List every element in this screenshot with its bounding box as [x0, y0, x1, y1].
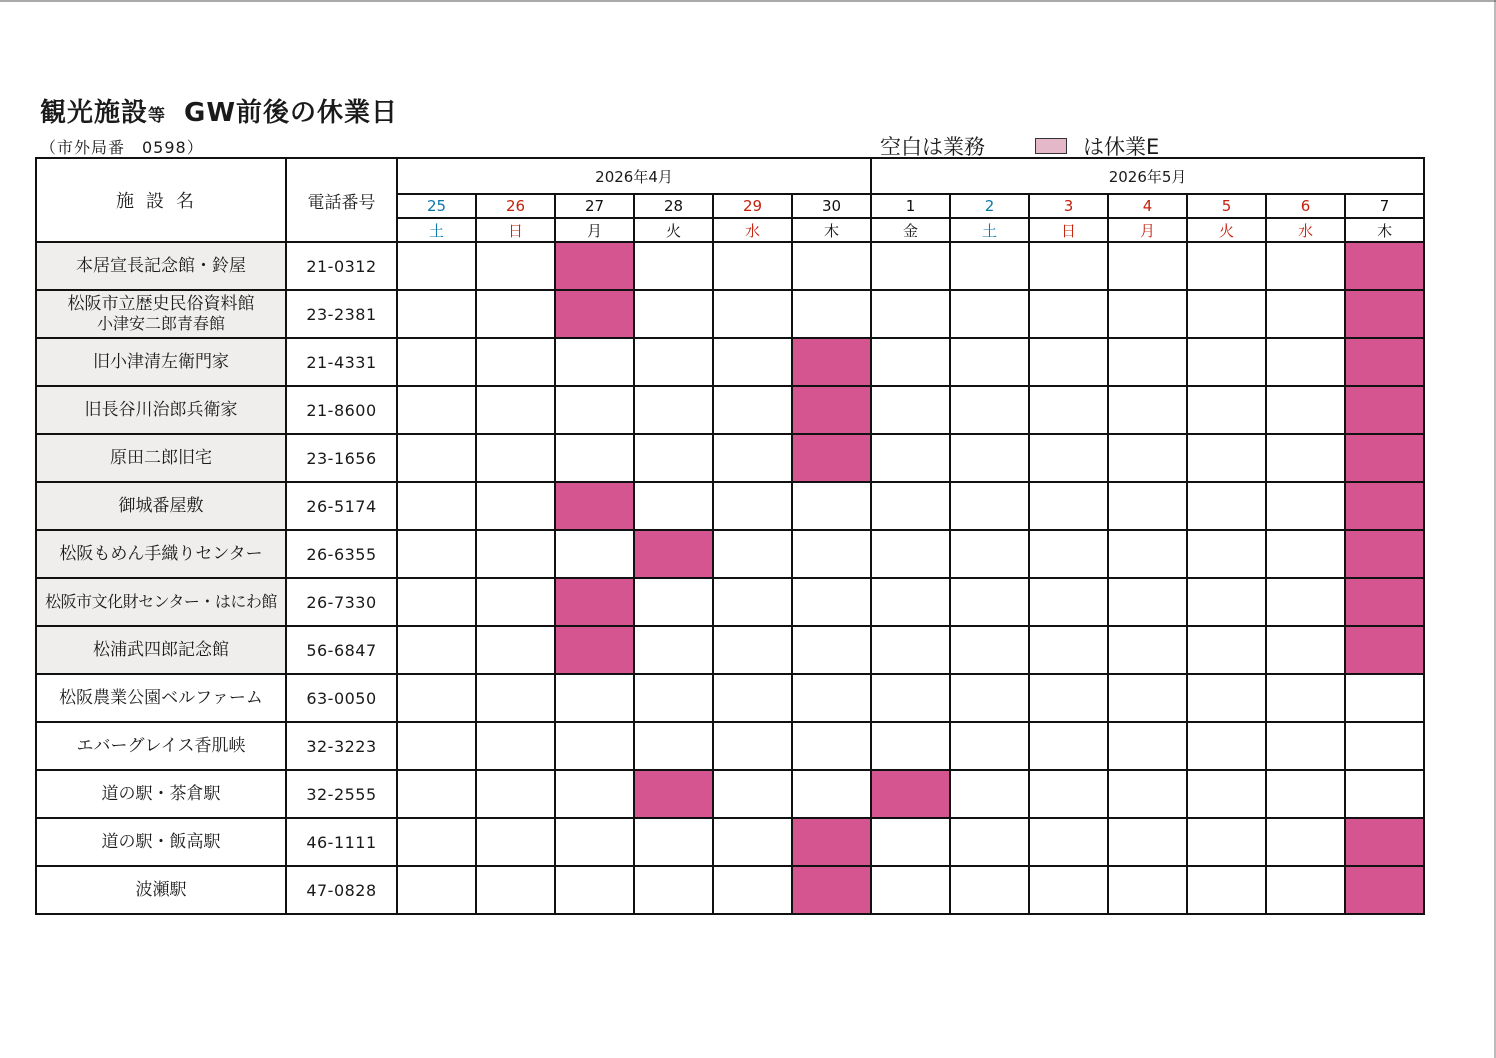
table-row — [36, 434, 1424, 482]
open-day-cell — [792, 530, 871, 578]
open-day-cell — [634, 866, 713, 914]
open-day-cell — [792, 290, 871, 338]
closure-schedule-table — [35, 157, 1425, 915]
facility-name-line: 御城番屋敷 — [118, 496, 204, 516]
open-day-cell — [1108, 674, 1187, 722]
open-day-cell — [476, 434, 555, 482]
facility-name-line: 松阪もめん手織りセンター — [59, 544, 263, 564]
open-day-cell — [634, 290, 713, 338]
open-day-cell — [1187, 434, 1266, 482]
facility-name — [36, 482, 286, 530]
open-day-cell — [713, 770, 792, 818]
day-number: 25 — [397, 194, 476, 218]
open-day-cell — [871, 866, 950, 914]
table-row — [36, 818, 1424, 866]
open-day-cell — [476, 242, 555, 290]
open-day-cell — [792, 674, 871, 722]
day-weekday: 土 — [397, 218, 476, 242]
title-gw: GW前後の休業日 — [184, 98, 399, 128]
open-day-cell — [1266, 722, 1345, 770]
facility-phone: 32-3223 — [286, 722, 397, 770]
open-day-cell — [950, 242, 1029, 290]
open-day-cell — [634, 722, 713, 770]
closed-day-cell — [555, 242, 634, 290]
legend-closed-text: は休業E — [1083, 135, 1160, 159]
open-day-cell — [1108, 722, 1187, 770]
closed-day-cell — [1345, 434, 1424, 482]
day-number: 26 — [476, 194, 555, 218]
open-day-cell — [1187, 290, 1266, 338]
open-day-cell — [397, 242, 476, 290]
facility-name-line: 波瀬駅 — [135, 880, 187, 900]
closed-day-cell — [1345, 290, 1424, 338]
open-day-cell — [950, 722, 1029, 770]
closed-day-cell — [792, 434, 871, 482]
facility-name-line: 旧長谷川治郎兵衛家 — [84, 400, 238, 420]
open-day-cell — [1187, 866, 1266, 914]
open-day-cell — [1108, 626, 1187, 674]
closed-day-cell — [792, 386, 871, 434]
facility-name-line: エバーグレイス香肌峡 — [76, 736, 246, 756]
open-day-cell — [555, 530, 634, 578]
facility-phone: 21-0312 — [286, 242, 397, 290]
open-day-cell — [1029, 386, 1108, 434]
open-day-cell — [713, 674, 792, 722]
facility-name — [36, 290, 286, 338]
open-day-cell — [476, 482, 555, 530]
open-day-cell — [792, 626, 871, 674]
open-day-cell — [1108, 770, 1187, 818]
open-day-cell — [1266, 338, 1345, 386]
open-day-cell — [1266, 434, 1345, 482]
open-day-cell — [713, 482, 792, 530]
open-day-cell — [1029, 674, 1108, 722]
open-day-cell — [871, 434, 950, 482]
open-day-cell — [950, 674, 1029, 722]
open-day-cell — [1029, 866, 1108, 914]
facility-name — [36, 866, 286, 914]
open-day-cell — [950, 290, 1029, 338]
facility-phone: 47-0828 — [286, 866, 397, 914]
open-day-cell — [1108, 386, 1187, 434]
open-day-cell — [555, 866, 634, 914]
open-day-cell — [1187, 338, 1266, 386]
month-may: 2026年5月 — [871, 158, 1424, 194]
closed-day-cell — [1345, 386, 1424, 434]
open-day-cell — [476, 722, 555, 770]
open-day-cell — [792, 482, 871, 530]
page-title — [40, 92, 398, 129]
open-day-cell — [1108, 578, 1187, 626]
open-day-cell — [634, 578, 713, 626]
open-day-cell — [871, 242, 950, 290]
facility-name — [36, 626, 286, 674]
day-number: 30 — [792, 194, 871, 218]
closed-day-cell — [555, 578, 634, 626]
day-number: 28 — [634, 194, 713, 218]
open-day-cell — [1345, 770, 1424, 818]
title-small: 等 — [148, 106, 167, 126]
open-day-cell — [634, 386, 713, 434]
open-day-cell — [1108, 338, 1187, 386]
open-day-cell — [476, 386, 555, 434]
open-day-cell — [1108, 530, 1187, 578]
open-day-cell — [1108, 242, 1187, 290]
closed-day-cell — [1345, 242, 1424, 290]
open-day-cell — [713, 866, 792, 914]
open-day-cell — [713, 338, 792, 386]
open-day-cell — [555, 722, 634, 770]
open-day-cell — [871, 674, 950, 722]
open-day-cell — [1187, 386, 1266, 434]
open-day-cell — [713, 530, 792, 578]
facility-name-line: 本居宣長記念館・鈴屋 — [76, 256, 246, 276]
day-number: 2 — [950, 194, 1029, 218]
open-day-cell — [555, 674, 634, 722]
closed-day-cell — [1345, 482, 1424, 530]
open-day-cell — [713, 722, 792, 770]
day-number: 27 — [555, 194, 634, 218]
table-row — [36, 578, 1424, 626]
open-day-cell — [476, 290, 555, 338]
open-day-cell — [634, 242, 713, 290]
open-day-cell — [1029, 626, 1108, 674]
facility-name — [36, 770, 286, 818]
open-day-cell — [1029, 722, 1108, 770]
open-day-cell — [1266, 482, 1345, 530]
open-day-cell — [1345, 722, 1424, 770]
open-day-cell — [1029, 770, 1108, 818]
facility-phone: 46-1111 — [286, 818, 397, 866]
open-day-cell — [397, 386, 476, 434]
facility-name-line: 松阪市文化財センター・はにわ館 — [45, 592, 277, 611]
open-day-cell — [634, 338, 713, 386]
table-row — [36, 290, 1424, 338]
facility-name-line: 旧小津清左衛門家 — [93, 352, 229, 372]
open-day-cell — [555, 770, 634, 818]
facility-name — [36, 530, 286, 578]
open-day-cell — [950, 482, 1029, 530]
open-day-cell — [950, 770, 1029, 818]
open-day-cell — [1266, 866, 1345, 914]
open-day-cell — [950, 866, 1029, 914]
open-day-cell — [713, 242, 792, 290]
day-weekday: 金 — [871, 218, 950, 242]
open-day-cell — [476, 866, 555, 914]
table-row — [36, 482, 1424, 530]
open-day-cell — [1029, 338, 1108, 386]
day-number: 5 — [1187, 194, 1266, 218]
open-day-cell — [871, 626, 950, 674]
open-day-cell — [1187, 818, 1266, 866]
open-day-cell — [1187, 674, 1266, 722]
open-day-cell — [1266, 770, 1345, 818]
title-main: 観光施設 — [40, 98, 149, 128]
open-day-cell — [713, 434, 792, 482]
table-row — [36, 674, 1424, 722]
open-day-cell — [871, 290, 950, 338]
day-weekday: 日 — [476, 218, 555, 242]
open-day-cell — [397, 674, 476, 722]
open-day-cell — [1108, 866, 1187, 914]
facility-name-line: 松浦武四郎記念館 — [93, 640, 229, 660]
open-day-cell — [397, 722, 476, 770]
open-day-cell — [950, 818, 1029, 866]
closed-day-cell — [1345, 578, 1424, 626]
open-day-cell — [713, 290, 792, 338]
day-number: 29 — [713, 194, 792, 218]
open-day-cell — [634, 434, 713, 482]
open-day-cell — [1108, 818, 1187, 866]
open-day-cell — [713, 626, 792, 674]
facility-name — [36, 818, 286, 866]
facility-name-line-2: 小津安二郎青春館 — [96, 314, 225, 333]
facility-name-line: 道の駅・飯高駅 — [101, 832, 221, 852]
open-day-cell — [1187, 482, 1266, 530]
open-day-cell — [634, 626, 713, 674]
open-day-cell — [871, 722, 950, 770]
day-weekday: 月 — [1108, 218, 1187, 242]
day-weekday: 水 — [1266, 218, 1345, 242]
facility-name-line: 道の駅・茶倉駅 — [101, 784, 221, 804]
scan-edge — [0, 0, 1496, 2]
facility-phone: 21-4331 — [286, 338, 397, 386]
open-day-cell — [555, 818, 634, 866]
open-day-cell — [1029, 578, 1108, 626]
closed-day-cell — [555, 290, 634, 338]
facility-name — [36, 338, 286, 386]
open-day-cell — [1108, 290, 1187, 338]
day-number: 7 — [1345, 194, 1424, 218]
open-day-cell — [871, 482, 950, 530]
facility-name — [36, 578, 286, 626]
facility-name — [36, 242, 286, 290]
table-row — [36, 866, 1424, 914]
header-facility-name: 施設名 — [36, 158, 286, 242]
closed-day-cell — [634, 770, 713, 818]
table-row — [36, 770, 1424, 818]
closed-day-cell — [792, 866, 871, 914]
open-day-cell — [1187, 722, 1266, 770]
open-day-cell — [476, 770, 555, 818]
closed-day-cell — [555, 626, 634, 674]
day-weekday: 火 — [634, 218, 713, 242]
open-day-cell — [634, 674, 713, 722]
day-number: 3 — [1029, 194, 1108, 218]
open-day-cell — [476, 530, 555, 578]
open-day-cell — [397, 434, 476, 482]
facility-phone: 23-2381 — [286, 290, 397, 338]
open-day-cell — [950, 626, 1029, 674]
open-day-cell — [397, 770, 476, 818]
facility-name — [36, 674, 286, 722]
day-weekday: 木 — [1345, 218, 1424, 242]
header-phone: 電話番号 — [286, 158, 397, 242]
closed-day-cell — [1345, 818, 1424, 866]
open-day-cell — [792, 722, 871, 770]
day-weekday: 日 — [1029, 218, 1108, 242]
facility-name — [36, 434, 286, 482]
open-day-cell — [792, 242, 871, 290]
closed-day-cell — [634, 530, 713, 578]
open-day-cell — [634, 818, 713, 866]
open-day-cell — [476, 626, 555, 674]
open-day-cell — [1187, 578, 1266, 626]
open-day-cell — [950, 434, 1029, 482]
day-number: 6 — [1266, 194, 1345, 218]
open-day-cell — [1266, 242, 1345, 290]
open-day-cell — [397, 818, 476, 866]
day-weekday: 土 — [950, 218, 1029, 242]
facility-phone: 26-6355 — [286, 530, 397, 578]
open-day-cell — [476, 578, 555, 626]
facility-name-line: 松阪農業公園ベルファーム — [59, 688, 263, 708]
facility-phone: 21-8600 — [286, 386, 397, 434]
open-day-cell — [1266, 530, 1345, 578]
area-code: （市外局番 0598） — [40, 138, 204, 157]
open-day-cell — [397, 578, 476, 626]
open-day-cell — [1029, 818, 1108, 866]
day-number: 1 — [871, 194, 950, 218]
closed-day-cell — [555, 482, 634, 530]
facility-name — [36, 722, 286, 770]
open-day-cell — [871, 386, 950, 434]
open-day-cell — [1108, 434, 1187, 482]
open-day-cell — [792, 770, 871, 818]
table-row — [36, 530, 1424, 578]
month-april: 2026年4月 — [397, 158, 871, 194]
facility-phone: 56-6847 — [286, 626, 397, 674]
legend-closed-swatch — [1035, 138, 1067, 154]
day-number: 4 — [1108, 194, 1187, 218]
legend-blank-text: 空白は業務 — [880, 135, 985, 159]
open-day-cell — [397, 338, 476, 386]
open-day-cell — [476, 338, 555, 386]
open-day-cell — [871, 530, 950, 578]
facility-phone: 23-1656 — [286, 434, 397, 482]
open-day-cell — [950, 338, 1029, 386]
closed-day-cell — [1345, 338, 1424, 386]
facility-rows — [36, 242, 1424, 914]
open-day-cell — [1266, 386, 1345, 434]
table-row — [36, 722, 1424, 770]
open-day-cell — [1345, 674, 1424, 722]
open-day-cell — [1187, 530, 1266, 578]
closed-day-cell — [792, 818, 871, 866]
open-day-cell — [1029, 290, 1108, 338]
facility-phone: 32-2555 — [286, 770, 397, 818]
open-day-cell — [1266, 578, 1345, 626]
open-day-cell — [713, 386, 792, 434]
table-row — [36, 386, 1424, 434]
closed-day-cell — [1345, 626, 1424, 674]
open-day-cell — [950, 578, 1029, 626]
table-row — [36, 242, 1424, 290]
open-day-cell — [713, 578, 792, 626]
closed-day-cell — [1345, 530, 1424, 578]
open-day-cell — [555, 338, 634, 386]
open-day-cell — [397, 626, 476, 674]
open-day-cell — [1187, 242, 1266, 290]
open-day-cell — [871, 578, 950, 626]
table-row — [36, 338, 1424, 386]
open-day-cell — [1029, 242, 1108, 290]
open-day-cell — [397, 530, 476, 578]
open-day-cell — [1187, 770, 1266, 818]
open-day-cell — [555, 386, 634, 434]
open-day-cell — [1029, 434, 1108, 482]
closed-day-cell — [1345, 866, 1424, 914]
facility-phone: 63-0050 — [286, 674, 397, 722]
day-weekday: 火 — [1187, 218, 1266, 242]
open-day-cell — [1029, 530, 1108, 578]
open-day-cell — [397, 866, 476, 914]
open-day-cell — [1266, 674, 1345, 722]
day-weekday: 木 — [792, 218, 871, 242]
open-day-cell — [476, 674, 555, 722]
open-day-cell — [871, 338, 950, 386]
open-day-cell — [634, 482, 713, 530]
open-day-cell — [555, 434, 634, 482]
open-day-cell — [1266, 626, 1345, 674]
table-row — [36, 626, 1424, 674]
open-day-cell — [950, 386, 1029, 434]
open-day-cell — [397, 482, 476, 530]
open-day-cell — [476, 818, 555, 866]
open-day-cell — [713, 818, 792, 866]
open-day-cell — [1266, 818, 1345, 866]
open-day-cell — [1108, 482, 1187, 530]
facility-name-line: 原田二郎旧宅 — [110, 448, 212, 468]
open-day-cell — [950, 530, 1029, 578]
open-day-cell — [871, 818, 950, 866]
day-weekday: 水 — [713, 218, 792, 242]
day-weekday: 月 — [555, 218, 634, 242]
facility-phone: 26-7330 — [286, 578, 397, 626]
open-day-cell — [1266, 290, 1345, 338]
open-day-cell — [1187, 626, 1266, 674]
open-day-cell — [792, 578, 871, 626]
open-day-cell — [1029, 482, 1108, 530]
facility-name — [36, 386, 286, 434]
facility-phone: 26-5174 — [286, 482, 397, 530]
facility-name-line: 松阪市立歴史民俗資料館 — [67, 294, 255, 314]
closed-day-cell — [871, 770, 950, 818]
closed-day-cell — [792, 338, 871, 386]
open-day-cell — [397, 290, 476, 338]
